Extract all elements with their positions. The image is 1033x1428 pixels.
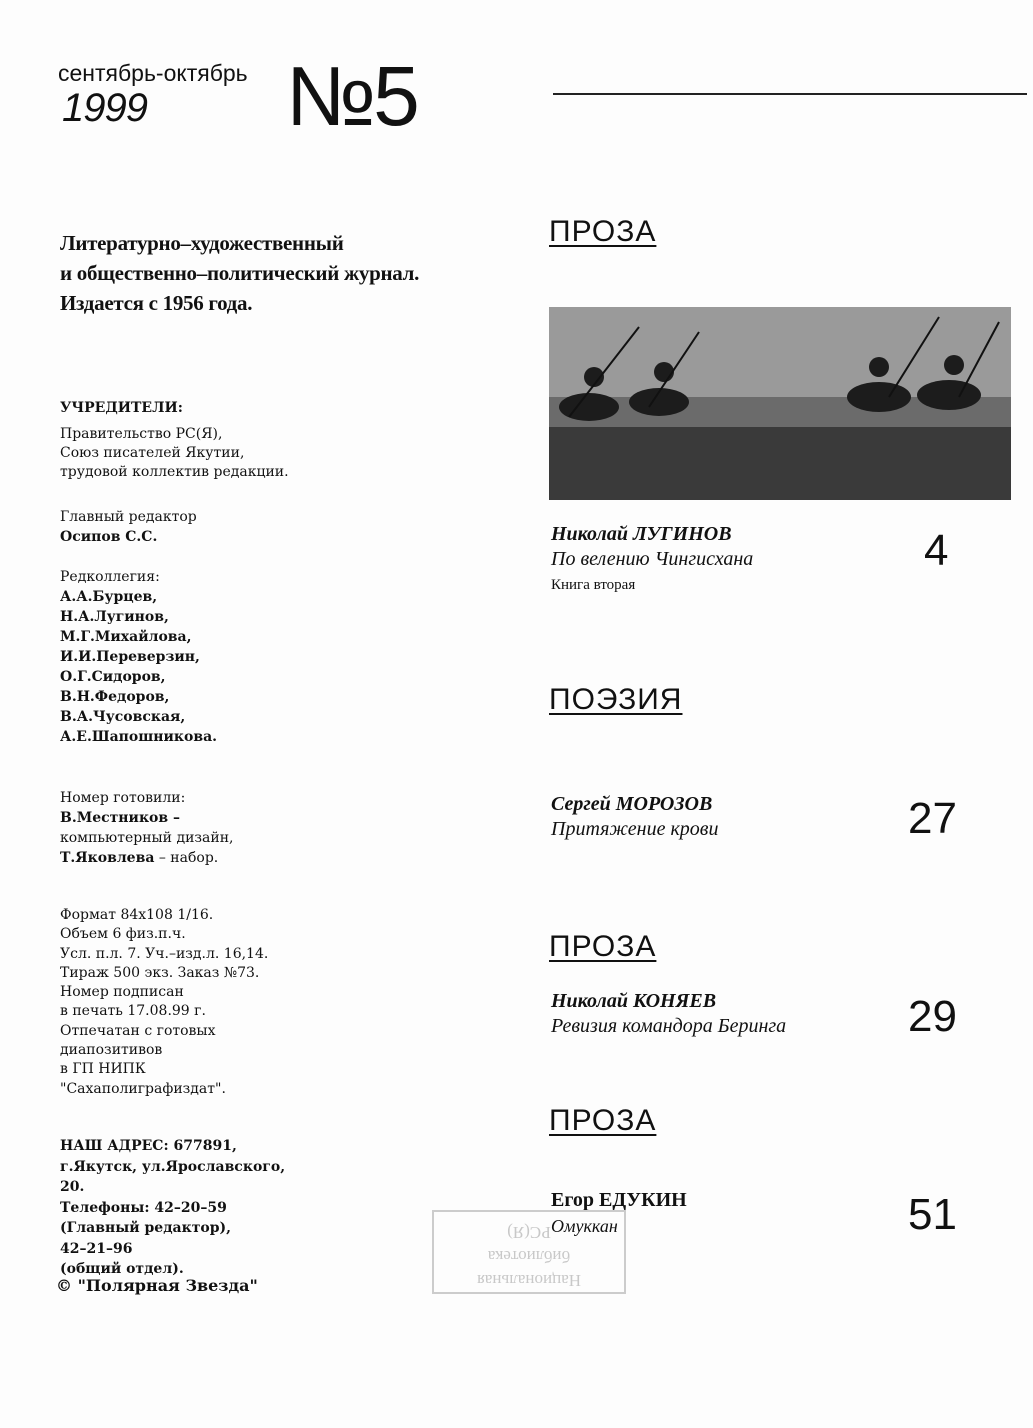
article-title: Притяжение крови bbox=[551, 818, 719, 840]
article-author: Николай КОНЯЕВ bbox=[551, 990, 717, 1012]
prepared-block bbox=[60, 788, 234, 868]
typist-name: Т.Яковлева bbox=[60, 850, 155, 866]
article-title: Ревизия командора Беринга bbox=[551, 1015, 787, 1037]
text-line: (общий отдел). bbox=[60, 1261, 184, 1277]
article-page: 4 bbox=[924, 526, 949, 575]
text-line: Телефоны: 42–20–59 bbox=[60, 1199, 227, 1216]
article-author: Егор ЕДУКИН bbox=[551, 1189, 687, 1211]
typist-role: – набор. bbox=[154, 850, 219, 866]
description-line: Литературно–художественный bbox=[60, 231, 344, 255]
article-page: 27 bbox=[908, 794, 957, 843]
illustration-horsemen bbox=[549, 307, 1011, 500]
journal-description bbox=[60, 228, 419, 318]
text-line: "Сахаполиграфиздат". bbox=[60, 1080, 226, 1097]
description-line: Издается с 1956 года. bbox=[60, 291, 253, 315]
stamp-line: Национальная bbox=[477, 1271, 582, 1290]
text-line: диапозитивов bbox=[60, 1042, 163, 1059]
text-line: (Главный редактор), bbox=[60, 1220, 232, 1236]
issue-number: №5 bbox=[286, 49, 417, 143]
text-line: в печать 17.08.99 г. bbox=[60, 1003, 206, 1020]
text-line: А.А.Бурцев, bbox=[60, 589, 158, 605]
board-names bbox=[60, 587, 217, 747]
prepared-label: Номер готовили: bbox=[60, 790, 186, 806]
text-line: НАШ АДРЕС: 677891, bbox=[60, 1138, 237, 1154]
founder: Союз писателей Якутии, bbox=[60, 445, 245, 461]
founders-list bbox=[60, 425, 289, 482]
article-page: 51 bbox=[908, 1190, 957, 1239]
article-note: Книга вторая bbox=[551, 577, 636, 593]
article-author: Николай ЛУГИНОВ bbox=[551, 523, 732, 545]
founder: трудовой коллектив редакции. bbox=[60, 464, 289, 480]
text-line: Формат 84x108 1/16. bbox=[60, 907, 214, 923]
text-line: в ГП НИПК bbox=[60, 1061, 146, 1078]
founder: Правительство РС(Я), bbox=[60, 426, 223, 442]
text-line: О.Г.Сидоров, bbox=[60, 669, 166, 685]
editor-label: Главный редактор bbox=[60, 509, 197, 525]
stamp-line: РС(Я) bbox=[507, 1223, 551, 1242]
text-line: И.И.Переверзин, bbox=[60, 649, 200, 665]
text-line: 42–21–96 bbox=[60, 1240, 133, 1257]
section-heading-prose: ПРОЗА bbox=[549, 930, 657, 963]
board-block bbox=[60, 567, 217, 747]
issue-months: сентябрь-октябрь bbox=[58, 60, 248, 86]
section-heading-poetry: ПОЭЗИЯ bbox=[549, 683, 683, 716]
section-heading-prose: ПРОЗА bbox=[549, 1104, 657, 1137]
issue-year: 1999 bbox=[62, 86, 147, 130]
designer-name: В.Местников – bbox=[60, 810, 180, 826]
header-rule bbox=[553, 93, 1027, 95]
text-line: В.А.Чусовская, bbox=[60, 709, 186, 725]
description-line: и общественно–политический журнал. bbox=[60, 261, 420, 285]
text-line: Н.А.Лугинов, bbox=[60, 609, 169, 625]
text-line: Отпечатан с готовых bbox=[60, 1022, 216, 1039]
editor-block bbox=[60, 507, 197, 547]
text-line: Тираж 500 экз. Заказ №73. bbox=[60, 964, 260, 981]
text-line: В.Н.Федоров, bbox=[60, 689, 170, 705]
library-stamp bbox=[432, 1210, 626, 1294]
founders-heading: УЧРЕДИТЕЛИ: bbox=[60, 400, 183, 416]
imprint-block bbox=[60, 906, 268, 1099]
article-title: Омуккан bbox=[551, 1216, 618, 1236]
text-line: 20. bbox=[60, 1179, 85, 1195]
section-heading-prose: ПРОЗА bbox=[549, 215, 657, 248]
text-line: Объем 6 физ.п.ч. bbox=[60, 926, 186, 943]
designer-role: компьютерный дизайн, bbox=[60, 830, 234, 846]
board-label: Редколлегия: bbox=[60, 569, 160, 585]
stamp-line: библиотека bbox=[487, 1247, 571, 1266]
text-line: Усл. п.л. 7. Уч.–изд.л. 16,14. bbox=[60, 945, 269, 962]
copyright: © "Полярная Звезда" bbox=[56, 1276, 258, 1295]
text-line: г.Якутск, ул.Ярославского, bbox=[60, 1158, 286, 1175]
text-line: А.Е.Шапошникова. bbox=[60, 729, 218, 745]
article-title: По велению Чингисхана bbox=[551, 548, 754, 570]
address-block bbox=[60, 1136, 285, 1280]
editor-name: Осипов С.С. bbox=[60, 529, 158, 545]
text-line: М.Г.Михайлова, bbox=[60, 629, 192, 645]
article-author: Сергей МОРОЗОВ bbox=[551, 793, 713, 815]
text-line: Номер подписан bbox=[60, 984, 184, 1001]
article-page: 29 bbox=[908, 992, 957, 1041]
